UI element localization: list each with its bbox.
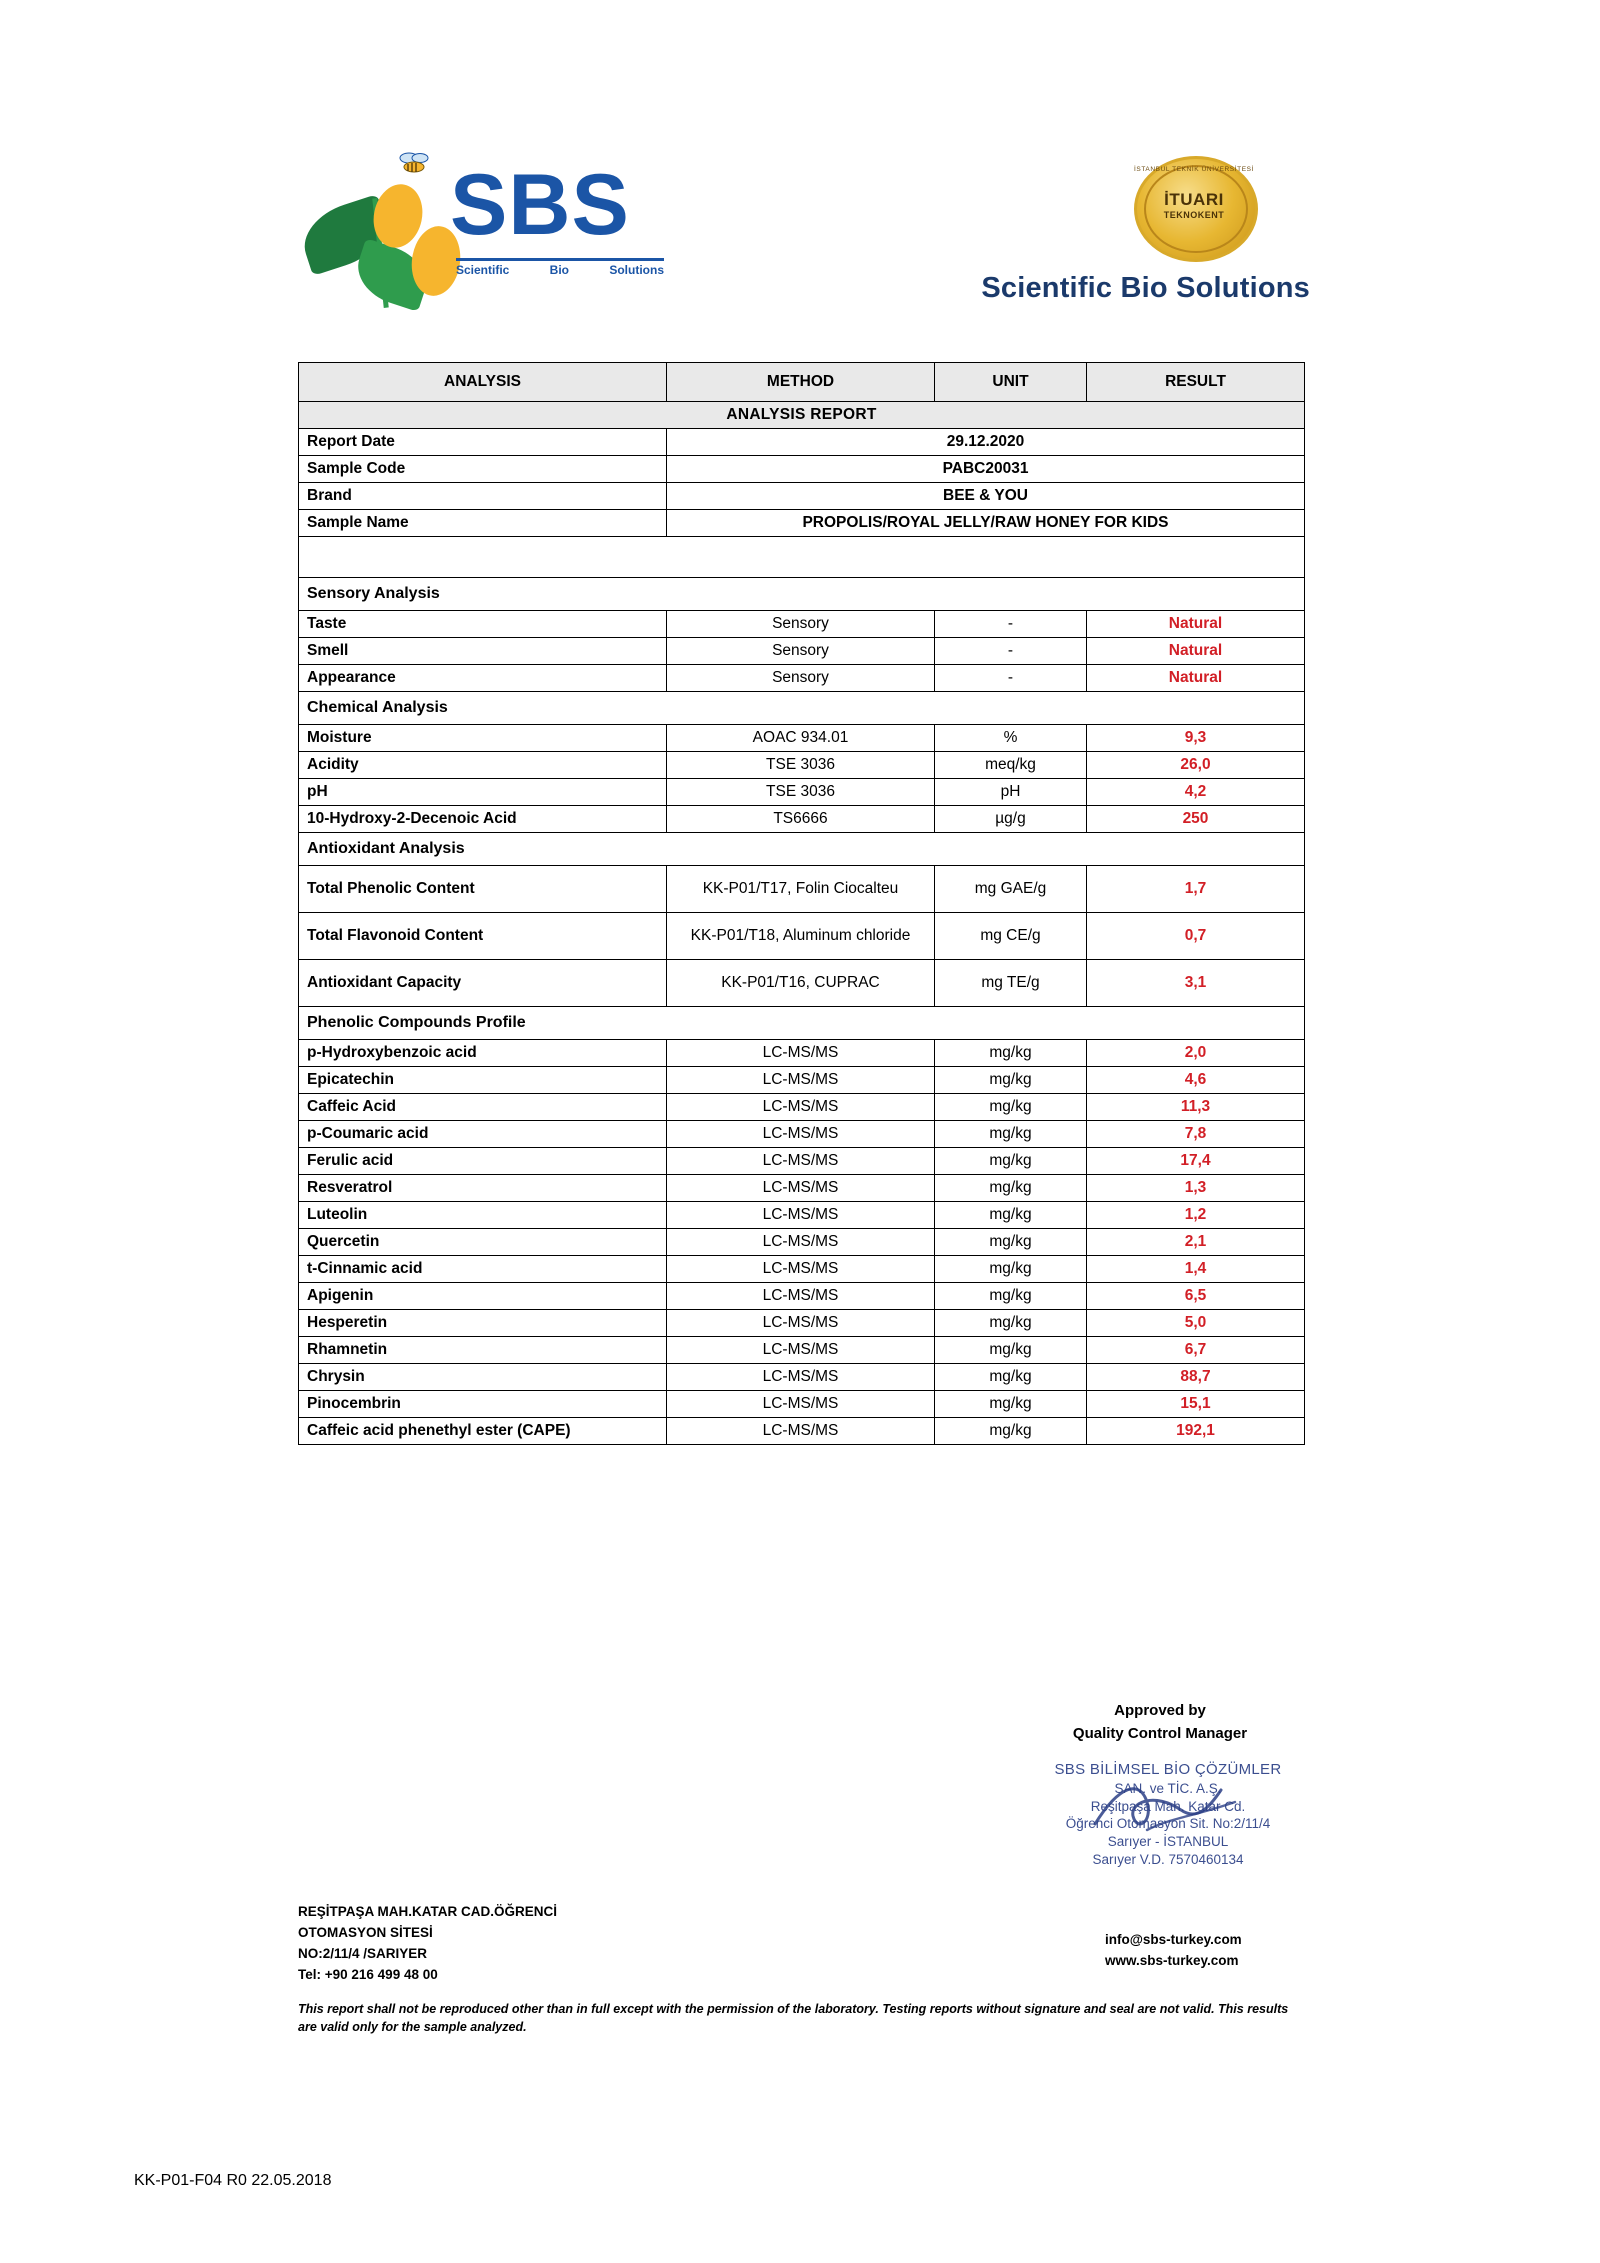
meta-label-brand: Brand [299, 483, 667, 510]
table-row [299, 1310, 1305, 1337]
meta-value-sample-code: PABC20031 [667, 456, 1305, 483]
table-row [299, 752, 1305, 779]
analyte-method: LC-MS/MS [667, 1256, 935, 1283]
analyte-result: 192,1 [1087, 1418, 1305, 1445]
table-header-row [299, 363, 1305, 402]
analyte-result: 15,1 [1087, 1391, 1305, 1418]
address-line-3: NO:2/11/4 /SARIYER [298, 1945, 428, 1961]
stamp-line-3: Reşitpaşa Mah. Katar Cd. [1090, 1798, 1246, 1814]
table-row [299, 913, 1305, 960]
analyte-method: LC-MS/MS [667, 1175, 935, 1202]
analyte-method: TSE 3036 [667, 752, 935, 779]
table-row [299, 1337, 1305, 1364]
analyte-unit: mg/kg [935, 1121, 1087, 1148]
company-address [298, 1902, 557, 1986]
meta-value-report-date: 29.12.2020 [667, 429, 1305, 456]
logo-subtitle-scientific: Scientific [456, 263, 510, 277]
table-row [299, 1418, 1305, 1445]
approved-by-label: Approved by [1114, 1702, 1206, 1719]
meta-value-sample-name: PROPOLIS/ROYAL JELLY/RAW HONEY FOR KIDS [667, 510, 1305, 537]
analyte-unit: mg/kg [935, 1040, 1087, 1067]
address-phone: Tel: +90 216 499 48 00 [298, 1966, 438, 1982]
company-tagline: Scientific Bio Solutions [981, 272, 1310, 304]
address-line-1: REŞİTPAŞA MAH.KATAR CAD.ÖĞRENCİ [298, 1904, 557, 1919]
meta-label-sample-name: Sample Name [299, 510, 667, 537]
analyte-name: Moisture [299, 725, 667, 752]
analyte-unit: mg/kg [935, 1283, 1087, 1310]
analyte-unit: - [935, 638, 1087, 665]
analyte-unit: mg/kg [935, 1229, 1087, 1256]
analyte-result: 9,3 [1087, 725, 1305, 752]
section-title-sensory-analysis: Sensory Analysis [299, 578, 1305, 611]
table-row [299, 1040, 1305, 1067]
table-spacer-cell [299, 537, 1305, 578]
analyte-method: LC-MS/MS [667, 1229, 935, 1256]
analyte-unit: % [935, 725, 1087, 752]
section-header-row [299, 692, 1305, 725]
analyte-unit: mg/kg [935, 1337, 1087, 1364]
analyte-unit: mg/kg [935, 1148, 1087, 1175]
table-row [299, 1121, 1305, 1148]
company-stamp [1038, 1760, 1298, 1869]
table-spacer-row [299, 537, 1305, 578]
analyte-unit: mg/kg [935, 1364, 1087, 1391]
analyte-method: KK-P01/T16, CUPRAC [667, 960, 935, 1007]
bee-icon [398, 152, 432, 174]
analyte-name: Apigenin [299, 1283, 667, 1310]
analyte-unit: mg/kg [935, 1256, 1087, 1283]
column-header-method: METHOD [667, 363, 935, 402]
table-row [299, 1202, 1305, 1229]
analyte-method: Sensory [667, 665, 935, 692]
table-row-meta [299, 510, 1305, 537]
analyte-method: Sensory [667, 611, 935, 638]
table-row [299, 1229, 1305, 1256]
analyte-unit: mg/kg [935, 1067, 1087, 1094]
contact-website[interactable]: www.sbs-turkey.com [1105, 1952, 1239, 1968]
table-row [299, 779, 1305, 806]
analyte-method: Sensory [667, 638, 935, 665]
meta-label-report-date: Report Date [299, 429, 667, 456]
analyte-unit: mg/kg [935, 1310, 1087, 1337]
document-id: KK-P01-F04 R0 22.05.2018 [134, 2172, 332, 2189]
analyte-method: LC-MS/MS [667, 1121, 935, 1148]
analyte-result: 11,3 [1087, 1094, 1305, 1121]
analyte-method: LC-MS/MS [667, 1202, 935, 1229]
column-header-result: RESULT [1087, 363, 1305, 402]
table-row [299, 611, 1305, 638]
table-row [299, 1256, 1305, 1283]
table-row [299, 1094, 1305, 1121]
analyte-name: t-Cinnamic acid [299, 1256, 667, 1283]
stamp-line-1: SBS BİLİMSEL BİO ÇÖZÜMLER [1054, 1761, 1282, 1778]
analyte-method: LC-MS/MS [667, 1040, 935, 1067]
table-body [299, 578, 1305, 1445]
table-row [299, 725, 1305, 752]
section-title-phenolic-compounds-profile: Phenolic Compounds Profile [299, 1007, 1305, 1040]
analyte-result: Natural [1087, 638, 1305, 665]
report-title-row [299, 402, 1305, 429]
address-line-2: OTOMASYON SİTESİ [298, 1924, 433, 1940]
analyte-name: Epicatechin [299, 1067, 667, 1094]
section-header-row [299, 578, 1305, 611]
stamp-line-4: Öğrenci Otomasyon Sit. No:2/11/4 [1065, 1816, 1271, 1832]
logo-wordmark: SBS [450, 157, 630, 253]
table-row [299, 1067, 1305, 1094]
analyte-unit: mg TE/g [935, 960, 1087, 1007]
seal-arc-text: İSTANBUL TEKNİK ÜNİVERSİTESİ [1134, 166, 1254, 173]
analyte-result: 4,2 [1087, 779, 1305, 806]
analysis-report-table [298, 362, 1305, 1445]
analyte-name: Total Phenolic Content [299, 866, 667, 913]
approver-title: Quality Control Manager [1072, 1724, 1248, 1742]
meta-label-sample-code: Sample Code [299, 456, 667, 483]
analyte-name: Total Flavonoid Content [299, 913, 667, 960]
contact-email[interactable]: info@sbs-turkey.com [1105, 1932, 1242, 1947]
stamp-line-5: Sarıyer - İSTANBUL [1107, 1834, 1229, 1850]
analyte-method: LC-MS/MS [667, 1094, 935, 1121]
table-row [299, 806, 1305, 833]
analyte-name: p-Coumaric acid [299, 1121, 667, 1148]
analyte-name: Pinocembrin [299, 1391, 667, 1418]
column-header-analysis: ANALYSIS [299, 363, 667, 402]
analyte-name: Appearance [299, 665, 667, 692]
analyte-method: AOAC 934.01 [667, 725, 935, 752]
analyte-method: TS6666 [667, 806, 935, 833]
seal-sub-text: TEKNOKENT [1163, 210, 1225, 220]
analyte-result: 1,4 [1087, 1256, 1305, 1283]
analyte-result: 4,6 [1087, 1067, 1305, 1094]
analyte-method: LC-MS/MS [667, 1337, 935, 1364]
analyte-unit: mg CE/g [935, 913, 1087, 960]
report-disclaimer: This report shall not be reproduced other than in full except with the permission of the laboratory. Testing reports without signature and seal are not valid. This results are valid only for the sample analyzed. [298, 2002, 1289, 2035]
analyte-name: Luteolin [299, 1202, 667, 1229]
analyte-unit: mg/kg [935, 1094, 1087, 1121]
analyte-result: 0,7 [1087, 913, 1305, 960]
analyte-result: 7,8 [1087, 1121, 1305, 1148]
table-row [299, 1283, 1305, 1310]
analyte-method: LC-MS/MS [667, 1310, 935, 1337]
analyte-method: LC-MS/MS [667, 1364, 935, 1391]
table-row [299, 1391, 1305, 1418]
analyte-method: LC-MS/MS [667, 1391, 935, 1418]
table-row [299, 1148, 1305, 1175]
analyte-name: Smell [299, 638, 667, 665]
analyte-unit: mg/kg [935, 1418, 1087, 1445]
section-title-antioxidant-analysis: Antioxidant Analysis [299, 833, 1305, 866]
logo-subtitle-solutions: Solutions [609, 263, 664, 277]
seal-main-text: İTUARI [1164, 190, 1224, 209]
analyte-name: Taste [299, 611, 667, 638]
analyte-unit: pH [935, 779, 1087, 806]
table-row [299, 665, 1305, 692]
analyte-result: 1,2 [1087, 1202, 1305, 1229]
analyte-unit: mg/kg [935, 1391, 1087, 1418]
logo-subtitle-bio: Bio [549, 263, 570, 277]
analyte-unit: mg/kg [935, 1202, 1087, 1229]
analyte-result: Natural [1087, 611, 1305, 638]
analyte-result: 250 [1087, 806, 1305, 833]
analysis-report-table-wrap [298, 362, 1304, 1445]
analyte-name: Acidity [299, 752, 667, 779]
analyte-method: LC-MS/MS [667, 1418, 935, 1445]
analyte-result: 88,7 [1087, 1364, 1305, 1391]
analyte-name: Caffeic acid phenethyl ester (CAPE) [299, 1418, 667, 1445]
stamp-line-6: Sarıyer V.D. 7570460134 [1092, 1852, 1244, 1868]
analyte-name: 10-Hydroxy-2-Decenoic Acid [299, 806, 667, 833]
table-row [299, 866, 1305, 913]
analyte-name: Chrysin [299, 1364, 667, 1391]
document-header [0, 0, 1600, 304]
analyte-method: TSE 3036 [667, 779, 935, 806]
table-row [299, 1175, 1305, 1202]
section-header-row [299, 833, 1305, 866]
analyte-name: Caffeic Acid [299, 1094, 667, 1121]
table-row-meta [299, 429, 1305, 456]
column-header-unit: UNIT [935, 363, 1087, 402]
analyte-result: 2,1 [1087, 1229, 1305, 1256]
analyte-unit: µg/g [935, 806, 1087, 833]
analyte-result: 3,1 [1087, 960, 1305, 1007]
analyte-result: 5,0 [1087, 1310, 1305, 1337]
analyte-result: 1,3 [1087, 1175, 1305, 1202]
table-row [299, 960, 1305, 1007]
table-row-meta [299, 456, 1305, 483]
analyte-unit: mg/kg [935, 1175, 1087, 1202]
table-row-meta [299, 483, 1305, 510]
section-header-row [299, 1007, 1305, 1040]
analyte-result: 2,0 [1087, 1040, 1305, 1067]
analyte-unit: mg GAE/g [935, 866, 1087, 913]
analyte-method: LC-MS/MS [667, 1067, 935, 1094]
meta-value-brand: BEE & YOU [667, 483, 1305, 510]
analyte-result: 1,7 [1087, 866, 1305, 913]
analyte-name: Ferulic acid [299, 1148, 667, 1175]
analyte-name: Antioxidant Capacity [299, 960, 667, 1007]
company-contact [1105, 1930, 1242, 1972]
analyte-unit: - [935, 665, 1087, 692]
analyte-unit: meq/kg [935, 752, 1087, 779]
analyte-result: 6,7 [1087, 1337, 1305, 1364]
analyte-name: Resveratrol [299, 1175, 667, 1202]
table-row [299, 638, 1305, 665]
analyte-result: 26,0 [1087, 752, 1305, 779]
section-title-chemical-analysis: Chemical Analysis [299, 692, 1305, 725]
stamp-line-2: SAN. ve TİC. A.Ş. [1114, 1780, 1222, 1796]
analyte-method: KK-P01/T17, Folin Ciocalteu [667, 866, 935, 913]
analyte-unit: - [935, 611, 1087, 638]
analyte-name: Hesperetin [299, 1310, 667, 1337]
approval-block [1020, 1700, 1300, 1745]
analyte-name: Quercetin [299, 1229, 667, 1256]
analyte-method: KK-P01/T18, Aluminum chloride [667, 913, 935, 960]
sbs-logo [300, 140, 680, 300]
analyte-method: LC-MS/MS [667, 1148, 935, 1175]
analyte-result: 17,4 [1087, 1148, 1305, 1175]
analyte-result: 6,5 [1087, 1283, 1305, 1310]
page-title: ANALYSIS REPORT [299, 402, 1305, 429]
logo-subtitle [456, 258, 664, 277]
analyte-name: p-Hydroxybenzoic acid [299, 1040, 667, 1067]
analyte-name: pH [299, 779, 667, 806]
analyte-result: Natural [1087, 665, 1305, 692]
ituari-teknokent-seal [1128, 152, 1260, 264]
table-row [299, 1364, 1305, 1391]
analyte-name: Rhamnetin [299, 1337, 667, 1364]
analyte-method: LC-MS/MS [667, 1283, 935, 1310]
